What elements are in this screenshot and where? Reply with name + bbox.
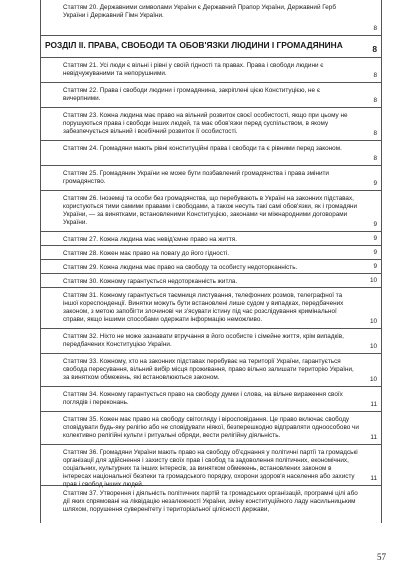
toc-row-article-21 xyxy=(41,58,381,83)
toc-row-text: Статтям 26. Іноземці та особи без громадянства, що перебувають в Україні на законних підставах, користуються тими самими правами і свободами, а також несуть такі самі обов'язки, як і громадяни України, — за винятками, встановленими Конституцією, законами чи міжнародними договорами України. xyxy=(63,195,358,226)
toc-row-article-30 xyxy=(41,274,381,288)
toc-row-article-27 xyxy=(41,232,381,246)
toc-row-page: 8 xyxy=(373,155,377,162)
toc-row-text: Статтям 21. Усі люди є вільні і рівні у своїй гідності та правах. Права і свободи людини є невідчужуваними та непорушними. xyxy=(63,62,324,77)
toc-row-page: 8 xyxy=(373,25,377,32)
toc-row-text: Статтям 28. Кожен має право на повагу до його гідності. xyxy=(63,250,229,257)
toc-row-article-35 xyxy=(41,412,381,445)
section-heading xyxy=(41,36,381,58)
toc-row-page: 9 xyxy=(373,235,377,242)
toc-row-page: 8 xyxy=(373,130,377,137)
section-page: 8 xyxy=(372,44,377,54)
toc-row-page: 10 xyxy=(369,376,377,383)
toc-row-article-20 xyxy=(41,0,381,36)
toc-row-article-24 xyxy=(41,141,381,166)
toc-row-page: 9 xyxy=(373,180,377,187)
toc-row-text: Статтям 23. Кожна людина має право на вільний розвиток своєї особистості, якщо при цьому не порушуються права і свободи інших людей, та має обов'язки перед суспільством, в якому забезпечується вільний і всебічний розвиток її особистості. xyxy=(63,112,348,135)
toc-row-page: 11 xyxy=(370,475,377,482)
toc-row-article-26 xyxy=(41,191,381,232)
toc-row-text: Статтям 37. Утворення і діяльність політичних партій та громадських організацій, програмні цілі або дії яких спрямовані на ліквідацію незалежності України, зміну конституційного ладу насильницьким шляхом, порушення суверенітету і територіальної цілісності держави, xyxy=(63,490,358,513)
toc-row-article-23 xyxy=(41,108,381,141)
toc-row-text: Статтям 31. Кожному гарантується таємниця листування, телефонних розмов, телеграфної та іншої кореспонденції. Винятки можуть бути встановлені лише судом у випадках, передбачених законом, з метою запобігти злочинові чи з'ясувати істину під час розслідування кримінальної справи, якщо іншими способами одержати інформацію неможливо. xyxy=(63,292,344,323)
toc-row-page: 9 xyxy=(373,249,377,256)
toc-row-text: Статтям 33. Кожному, хто на законних підставах перебуває на території України, гарантується свобода пересування, вільний вибір місця проживання, право вільно залишати територію України, за винятком обмежень, які встановлюються законом. xyxy=(63,358,354,381)
toc-row-text: Статтям 29. Кожна людина має право на свободу та особисту недоторканність. xyxy=(63,264,298,271)
toc-row-text: Статтям 30. Кожному гарантується недоторканність житла. xyxy=(63,278,238,285)
toc-row-page: 9 xyxy=(373,221,377,228)
section-title: РОЗДІЛ II. ПРАВА, СВОБОДИ ТА ОБОВ'ЯЗКИ ЛЮДИНИ І ГРОМАДЯНИНА xyxy=(45,40,343,50)
toc-row-text: Статтям 35. Кожен має право на свободу світогляду і віросповідання. Це право включає свободу сповідувати будь-яку релігію або не сповідувати ніякої, безперешкодно відправляти одноособово чи колективно релігійні культи і ритуальні обряди, вести релігійну діяльність. xyxy=(63,416,359,439)
toc-row-page: 9 xyxy=(373,263,377,270)
toc-row-article-29 xyxy=(41,260,381,274)
toc-row-page: 10 xyxy=(369,318,377,325)
toc-row-text: Статтям 22. Права і свободи людини і громадянина, закріплені цією Конституцією, не є вичерпними. xyxy=(63,87,321,102)
toc-row-text: Статтям 32. Ніхто не може зазнавати втручання в його особисте і сімейне життя, крім випадків, передбачених Конституцією України. xyxy=(63,333,344,348)
toc-row-text: Статтям 34. Кожному гарантується право на свободу думки і слова, на вільне вираження своїх поглядів і переконань. xyxy=(63,391,343,406)
toc-row-page: 8 xyxy=(373,97,377,104)
page-number: 57 xyxy=(377,552,386,562)
toc-row-page: 11 xyxy=(370,401,377,408)
toc-row-article-34 xyxy=(41,387,381,412)
toc-row-page: 10 xyxy=(369,277,377,284)
toc-row-page: 10 xyxy=(369,343,377,350)
toc-row-article-36 xyxy=(41,445,381,486)
toc-row-article-22 xyxy=(41,83,381,108)
toc-row-text: Статтям 25. Громадянин України не може бути позбавлений громадянства і права змінити громадянство. xyxy=(63,170,329,185)
toc-row-page: 8 xyxy=(373,72,377,79)
toc-row-article-37 xyxy=(41,486,381,523)
toc-row-text: Статтям 27. Кожна людина має невід'ємне право на життя. xyxy=(63,236,237,243)
toc-row-text: Статтям 20. Державними символами України є Державний Прапор України, Державний Герб України і Державний Гімн України. xyxy=(63,4,336,19)
toc-row-article-28 xyxy=(41,246,381,260)
toc-row-article-31 xyxy=(41,288,381,329)
toc-row-text: Статтям 24. Громадяни мають рівні конституційні права і свободи та є рівними перед законом. xyxy=(63,145,342,152)
toc-row-text: Статтям 36. Громадяни України мають право на свободу об'єднання у політичні партії та громадські організації для здійснення і захисту своїх прав і свобод та задоволення політичних, економічних, соціальних, культурних та інших інтересів, за винятком обмежень, встановлених законом в інтересах національної безпеки та громадського порядку, охорони здоров'я населення або захисту прав і свобод інших людей. xyxy=(63,449,358,488)
toc-row-article-33 xyxy=(41,354,381,387)
table-of-contents xyxy=(40,0,382,523)
toc-row-article-32 xyxy=(41,329,381,354)
toc-row-page: 11 xyxy=(370,434,377,441)
toc-row-article-25 xyxy=(41,166,381,191)
